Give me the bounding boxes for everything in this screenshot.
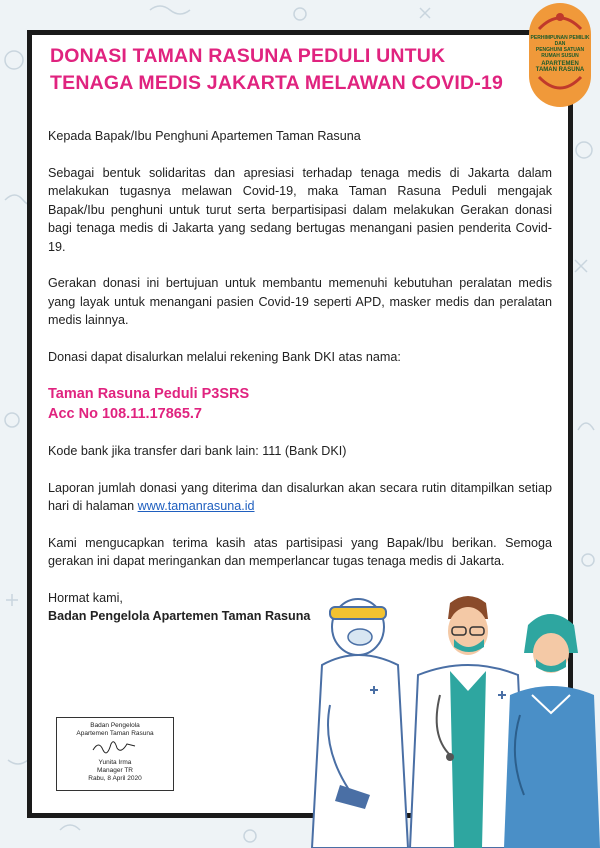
logo-line-4: TAMAN RASUNA [535,67,585,73]
nurse-figure [504,614,600,848]
sig-name: Yunita Irma [98,759,132,766]
title-line-2: TENAGA MEDIS JAKARTA MELAWAN COVID-19 [50,72,504,94]
logo-crown-icon [529,5,591,35]
association-logo [529,3,591,107]
medical-staff-illustration [300,585,600,848]
ppe-doctor-figure [312,599,408,848]
logo-wreath-icon [529,73,591,103]
account-name: Taman Rasuna Peduli P3SRS [48,386,250,402]
sig-role: Manager TR [96,767,133,774]
paragraph-bank-info: Donasi dapat disalurkan melalui rekening Bank DKI atas nama: [48,349,401,364]
sig-line-1: Badan Pengelola [90,722,140,729]
letter-body [48,127,552,626]
greeting: Kepada Bapak/Ibu Penghuni Apartemen Taman Rasuna [48,129,361,143]
page-title [50,43,520,97]
account-details [48,384,552,424]
logo-line-1: PERHIMPUNAN PEMILIK DAN [530,35,590,47]
paragraph-solidarity: Sebagai bentuk solidaritas dan apresiasi terhadap tenaga medis di Jakarta dalam melakukan tugasnya melawan Covid-19, maka Taman Rasuna Peduli mengajak Bapak/Ibu penghuni untuk turut serta berpartisipasi dalam melakukan Gerakan donasi bagi tenaga medis di Jakarta yang sedang bertugas menangani pasien penderita Covid-19. [48,165,552,254]
logo-line-2: PENGHUNI SATUAN RUMAH SUSUN [535,47,585,59]
paragraph-purpose: Gerakan donasi ini bertujuan untuk membantu memenuhi kebutuhan peralatan medis yang layak untuk menangani pasien Covid-19 seperti APD, masker medis dan peralatan medis lainnya. [48,276,552,327]
signature-box [56,717,174,791]
account-number: Acc No 108.11.17865.7 [48,406,202,422]
signatory-org: Badan Pengelola Apartemen Taman Rasuna [48,609,311,623]
closing: Hormat kami, [48,590,123,605]
bank-code: Kode bank jika transfer dari bank lain: 111 (Bank DKI) [48,444,347,458]
sig-date: Rabu, 8 April 2020 [88,775,142,782]
logo-text [529,35,591,73]
paragraph-thanks: Kami mengucapkan terima kasih atas partisipasi yang Bapak/Ibu berikan. Semoga gerakan ini dapat meringankan dan memperlancar tugas tenaga medis di Jakarta. [48,535,552,568]
paragraph-report [48,479,552,516]
title-line-1: DONASI TAMAN RASUNA PEDULI UNTUK [50,45,446,67]
report-text: Laporan jumlah donasi yang diterima dan disalurkan akan secara rutin ditampilkan setiap hari di halaman [48,480,552,513]
website-link[interactable]: www.tamanrasuna.id [137,499,255,513]
logo-line-3: APARTEMEN [541,61,579,67]
handwritten-signature [85,738,145,756]
sig-line-2: Apartemen Taman Rasuna [76,730,154,737]
